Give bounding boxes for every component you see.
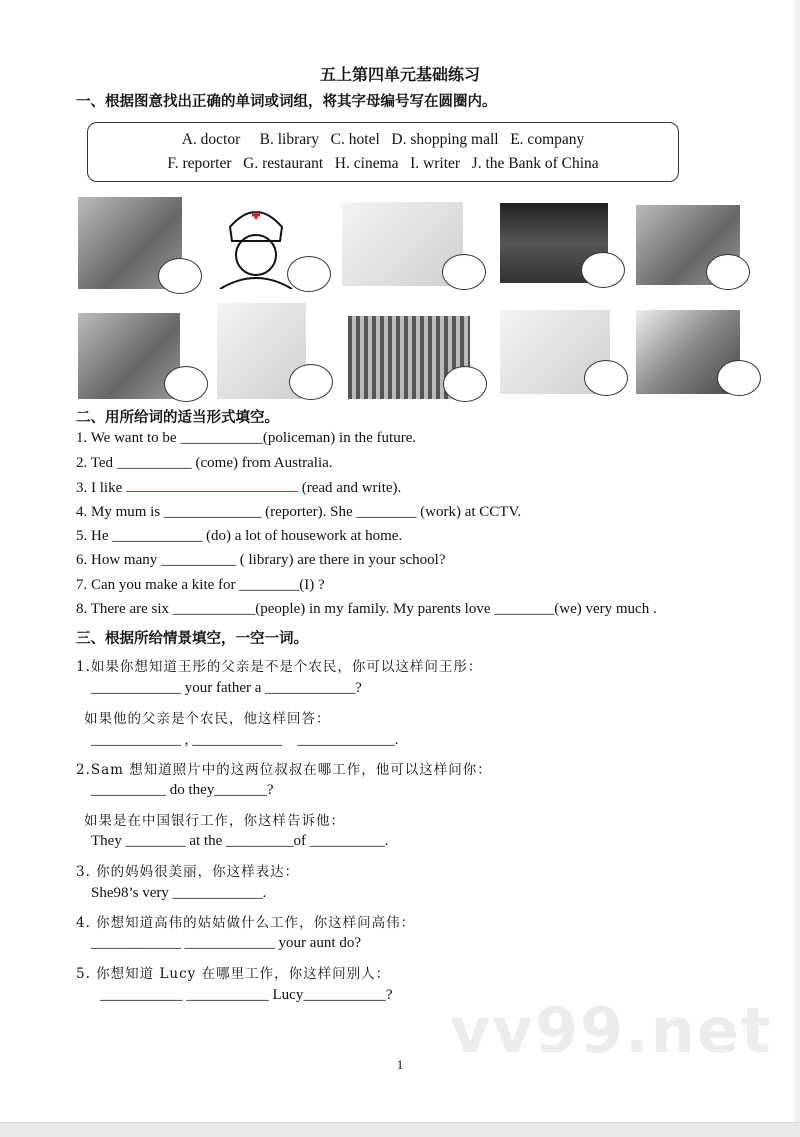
exercise-item: 6. How many __________ ( library) are there in your school?	[76, 552, 446, 568]
answer-circle[interactable]	[584, 360, 628, 396]
answer-line: __________ do they_______?	[91, 782, 274, 798]
answer-circle[interactable]	[717, 360, 761, 396]
item-text: (read and write).	[298, 480, 402, 496]
item-text: 3. I like	[76, 480, 126, 496]
answer-line: They ________ at the _________of __________.	[91, 833, 389, 849]
answer-circle[interactable]	[158, 258, 202, 294]
answer-line: She98’s very ____________.	[91, 885, 267, 901]
answer-circle[interactable]	[442, 254, 486, 290]
prompt: 3. 你的妈妈很美丽，你这样表达：	[76, 864, 300, 880]
answer-line: ___________ ___________ Lucy___________?	[100, 987, 393, 1003]
answer-line: ____________ , ____________ _____________.	[91, 732, 399, 748]
exercise-item: 7. Can you make a kite for ________(I) ?	[76, 577, 325, 593]
answer-circle[interactable]	[581, 252, 625, 288]
exercise-item: 2. Ted __________ (come) from Australia.	[76, 455, 333, 471]
word-bank	[87, 122, 679, 182]
page-title: 五上第四单元基础练习	[319, 65, 480, 84]
section2-heading: 二、用所给词的适当形式填空。	[76, 410, 279, 426]
exercise-item	[76, 479, 401, 497]
prompt: 5. 你想知道 Lucy 在哪里工作，你这样问别人：	[76, 966, 391, 982]
prompt: 如果他的父亲是个农民，他这样回答：	[84, 711, 331, 727]
answer-blank[interactable]	[126, 479, 298, 492]
prompt: 4. 你想知道高伟的姑姑做什么工作，你这样问高伟：	[76, 915, 416, 931]
page-bottom-band	[0, 1122, 800, 1137]
section3-heading: 三、根据所给情景填空，一空一词。	[76, 631, 308, 647]
word-bank-row-2: F. reporter G. restaurant H. cinema I. writer J. the Bank of China	[167, 155, 599, 172]
exercise-item: 1. We want to be ___________(policeman) in the future.	[76, 430, 417, 446]
answer-circle[interactable]	[289, 364, 333, 400]
answer-line: ____________ your father a ____________?	[91, 680, 362, 696]
section1-heading: 一、根据图意找出正确的单词或词组，将其字母编号写在圆圈内。	[76, 94, 497, 110]
page-edge	[794, 0, 800, 1137]
exercise-item: 4. My mum is _____________ (reporter). She ________ (work) at CCTV.	[76, 504, 522, 520]
answer-circle[interactable]	[706, 254, 750, 290]
watermark: vv99.net	[450, 994, 773, 1067]
answer-circle[interactable]	[287, 256, 331, 292]
exercise-item: 5. He ____________ (do) a lot of housework at home.	[76, 528, 403, 544]
exercise-item: 8. There are six ___________(people) in my family. My parents love ________(we) very much .	[76, 601, 657, 617]
page-number: 1	[396, 1057, 404, 1072]
answer-circle[interactable]	[164, 366, 208, 402]
prompt: 1.如果你想知道王彤的父亲是不是个农民，你可以这样问王彤：	[76, 659, 483, 675]
word-bank-row-1: A. doctor B. library C. hotel D. shopping mall E. company	[181, 131, 585, 148]
prompt: 2.Sam 想知道照片中的这两位叔叔在哪工作，他可以这样问你：	[76, 762, 492, 778]
answer-line: ____________ ____________ your aunt do?	[91, 935, 361, 951]
prompt: 如果是在中国银行工作，你这样告诉他：	[84, 813, 345, 829]
answer-circle[interactable]	[443, 366, 487, 402]
